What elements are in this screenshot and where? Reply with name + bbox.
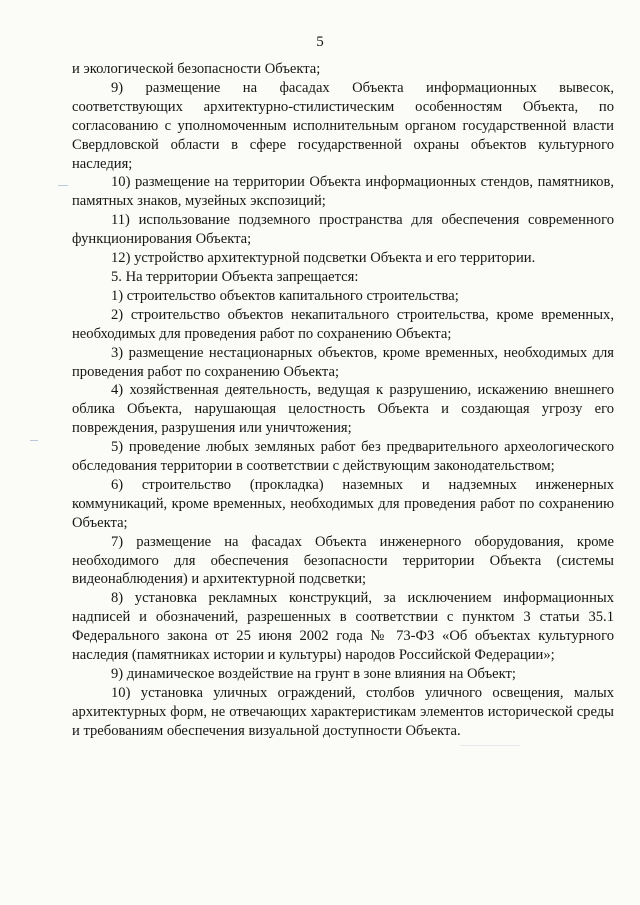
paragraph-prohibit-6: 6) строительство (прокладка) наземных и надземных инженерных коммуникаций, кроме временных, необходимых для проведения работ по сохранению Объекта;: [72, 476, 614, 531]
paragraph-prohibit-5: 5) проведение любых земляных работ без предварительного археологического обследования территории в соответствии с действующим законодательством;: [72, 439, 614, 475]
scan-mark: [30, 440, 38, 441]
paragraph-prohibit-9: 9) динамическое воздействие на грунт в зоне влияния на Объект;: [111, 666, 516, 682]
paragraph-prohibit-4: 4) хозяйственная деятельность, ведущая к разрушению, искажению внешнего облика Объекта, нарушающая целостность Объекта и создающая угрозу его повреждения, разрушения или уничтожения;: [72, 382, 614, 437]
paragraph-prohibit-2: 2) строительство объектов некапитального строительства, кроме временных, необходимых для проведения работ по сохранению Объекта;: [72, 306, 614, 342]
scan-mark: [58, 185, 68, 186]
scan-mark: [460, 745, 520, 746]
paragraph-prohibit-7: 7) размещение на фасадах Объекта инженерного оборудования, кроме необходимого для обеспечения безопасности территории Объекта (системы видеонаблюдения) и архитектурной подсветки;: [72, 533, 614, 588]
paragraph-item-12-lighting: 12) устройство архитектурной подсветки Объекта и его территории.: [111, 250, 536, 267]
paragraph-prohibit-3: 3) размещение нестационарных объектов, кроме временных, необходимых для проведения работ по сохранению Объекта;: [72, 344, 614, 380]
paragraph-prohibit-8: 8) установка рекламных конструкций, за исключением информационных надписей и обозначений, разрешенных в соответствии с пунктом 3 статьи 35.1 Федерального закона от 25 июня 2002 года № 73-ФЗ «Об объектах культурного наследия (памятниках истории и культуры) народов Российской Федерации»;: [72, 590, 614, 664]
paragraph-continuation: и экологической безопасности Объекта;: [72, 61, 321, 77]
document-body: [72, 60, 614, 741]
paragraph-prohibit-1: 1) строительство объектов капитального строительства;: [111, 287, 459, 304]
paragraph-prohibit-10: 10) установка уличных ограждений, столбов уличного освещения, малых архитектурных форм, не отвечающих характеристикам элементов исторической среды и требованиям обеспечения визуальной доступности Объекта.: [72, 684, 614, 739]
paragraph-item-10-stands: 10) размещение на территории Объекта информационных стендов, памятников, памятных знаков, музейных экспозиций;: [72, 174, 614, 210]
section-5-heading: 5. На территории Объекта запрещается:: [111, 268, 359, 285]
page-number: 5: [316, 34, 324, 50]
paragraph-item-9-signboards: 9) размещение на фасадах Объекта информационных вывесок, соответствующих архитектурно-стилистическим особенностям Объекта, по согласованию с уполномоченным исполнительным органом государственной власти Свердловской области в сфере государственной охраны объектов культурного наследия;: [72, 79, 614, 172]
paragraph-item-11-underground: 11) использование подземного пространства для обеспечения современного функционирования Объекта;: [72, 212, 614, 248]
